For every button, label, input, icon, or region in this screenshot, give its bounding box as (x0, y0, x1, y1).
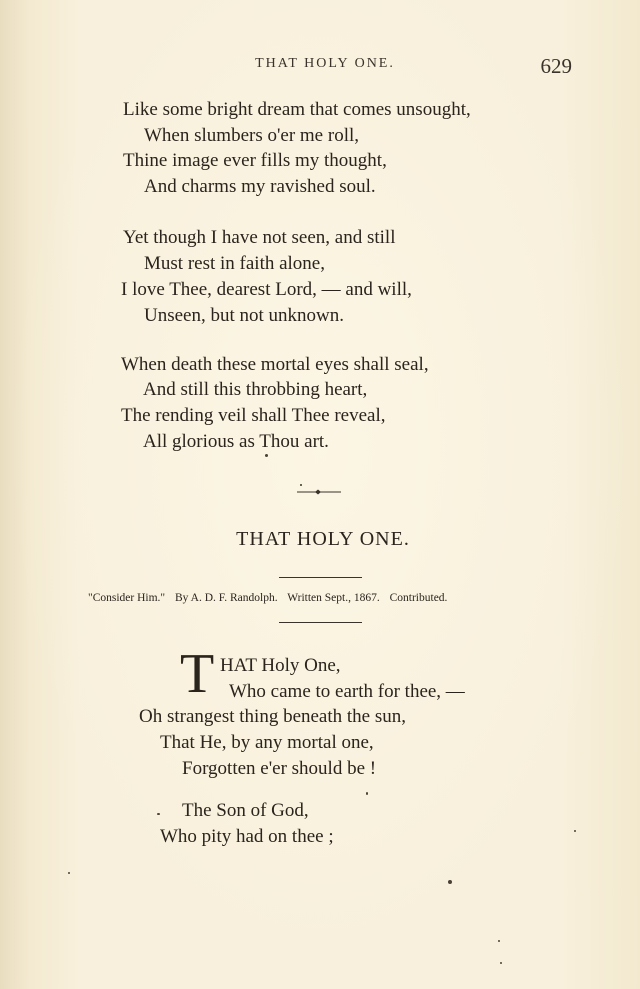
verse-line: Oh strangest thing beneath the sun, (139, 706, 407, 727)
drop-cap: T (180, 643, 215, 705)
attribution-rule (279, 622, 362, 623)
scan-speck (500, 962, 502, 964)
verse-line: And charms my ravished soul. (144, 176, 376, 197)
verse-line: The rending veil shall Thee reveal, (121, 405, 386, 426)
scan-speck (574, 830, 576, 832)
verse-line: When death these mortal eyes shall seal, (121, 354, 429, 375)
scan-speck (265, 454, 268, 457)
verse-line: Thine image ever fills my thought, (123, 150, 387, 171)
page-number: 629 (540, 54, 572, 78)
attribution-note: Contributed. (389, 592, 448, 604)
verse-line: Yet though I have not seen, and still (123, 227, 396, 248)
attribution-written: Written Sept., 1867. (287, 592, 380, 604)
ornament-divider-icon (295, 482, 343, 498)
verse-line: Who pity had on thee ; (160, 826, 334, 847)
scan-speck (498, 940, 500, 942)
attribution-line (88, 592, 558, 604)
poem-title: THAT HOLY ONE. (236, 528, 410, 550)
verse-line: All glorious as Thou art. (143, 431, 329, 452)
verse-line: Who came to earth for thee, — (229, 681, 465, 702)
verse-line: Unseen, but not unknown. (144, 305, 345, 326)
scan-speck (157, 813, 160, 815)
verse-line: When slumbers o'er me roll, (144, 125, 360, 146)
attribution-author: By A. D. F. Randolph. (174, 592, 278, 604)
verse-line: The Son of God, (182, 800, 309, 821)
scan-speck (448, 880, 452, 884)
scan-speck (68, 872, 70, 874)
attribution-text-label: "Consider Him." (88, 592, 166, 604)
running-title: THAT HOLY ONE. (255, 56, 395, 71)
verse-line: HAT Holy One, (220, 655, 341, 676)
verse-line: Forgotten e'er should be ! (182, 758, 377, 779)
verse-line: I love Thee, dearest Lord, — and will, (121, 279, 412, 300)
title-rule (279, 577, 362, 578)
verse-line: Must rest in faith alone, (144, 253, 325, 274)
verse-line: And still this throbbing heart, (143, 379, 368, 400)
verse-line: That He, by any mortal one, (160, 732, 374, 753)
verse-line: Like some bright dream that comes unsought, (123, 99, 471, 120)
scan-speck (366, 792, 368, 795)
